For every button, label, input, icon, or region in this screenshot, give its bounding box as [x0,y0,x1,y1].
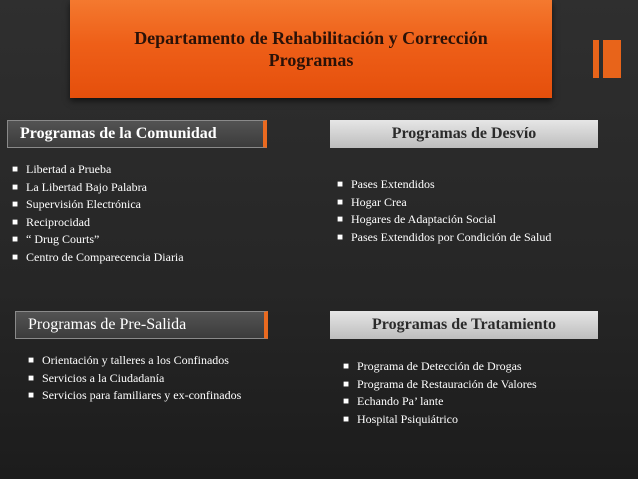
heading-label: Programas de Pre-Salida [28,316,187,333]
square-bullet-icon: ■ [28,372,35,384]
heading-label: Programas de la Comunidad [20,125,217,142]
list-item: ■ Echando Pa’ lante [342,393,632,411]
square-bullet-icon: ■ [12,234,19,245]
square-bullet-icon: ■ [343,396,350,407]
list-item: ■ Centro de Comparecencia Diaria [11,249,261,267]
list-item: ■ Orientación y talleres a los Confinados [27,352,267,370]
list-item: ■ Supervisión Electrónica [11,196,261,214]
list-programas-presalida [27,352,267,405]
title-box [70,0,552,98]
square-bullet-icon: ■ [12,181,19,193]
list-item: ■ Hospital Psiquiátrico [342,411,632,429]
list-programas-comunidad [11,161,261,266]
heading-programas-comunidad [7,120,267,148]
heading-label: Programas de Desvío [391,125,537,142]
list-programas-desvio [336,176,636,246]
square-bullet-icon: ■ [12,216,19,228]
list-item: ■ Programa de Restauración de Valores [342,376,632,394]
heading-label: Programas de Tratamiento [372,316,556,333]
decorative-bar-thin [593,40,599,78]
list-item: ■ Reciprocidad [11,214,261,232]
square-bullet-icon: ■ [28,355,35,366]
square-bullet-icon: ■ [337,231,344,243]
square-bullet-icon: ■ [343,378,350,390]
square-bullet-icon: ■ [12,251,19,263]
list-item: ■ Servicios a la Ciudadanía [27,370,267,388]
list-item: ■ Pases Extendidos por Condición de Salud [336,229,636,247]
list-item: ■ Programa de Detección de Drogas [342,358,632,376]
title-line-2: Programas [268,50,354,70]
square-bullet-icon: ■ [343,361,350,372]
decorative-bar-wide [603,40,621,78]
square-bullet-icon: ■ [28,390,35,401]
list-item: ■ Hogares de Adaptación Social [336,211,636,229]
list-item: ■ Pases Extendidos [336,176,636,194]
list-item: ■ Hogar Crea [336,194,636,212]
list-item: ■ Libertad a Prueba [11,161,261,179]
list-item: ■ Servicios para familiares y ex-confinados [27,387,242,405]
title-line-1: Departamento de Rehabilitación y Corrección [134,28,488,48]
square-bullet-icon: ■ [12,164,19,175]
heading-programas-presalida [15,311,268,339]
square-bullet-icon: ■ [337,214,344,225]
square-bullet-icon: ■ [343,413,350,425]
square-bullet-icon: ■ [337,196,344,208]
list-item: ■ “ Drug Courts” [11,231,261,249]
list-item: ■ La Libertad Bajo Palabra [11,179,261,197]
square-bullet-icon: ■ [12,199,19,210]
heading-programas-desvio [330,120,598,148]
heading-programas-tratamiento [330,311,598,339]
square-bullet-icon: ■ [337,179,344,190]
list-programas-tratamiento [342,358,632,428]
